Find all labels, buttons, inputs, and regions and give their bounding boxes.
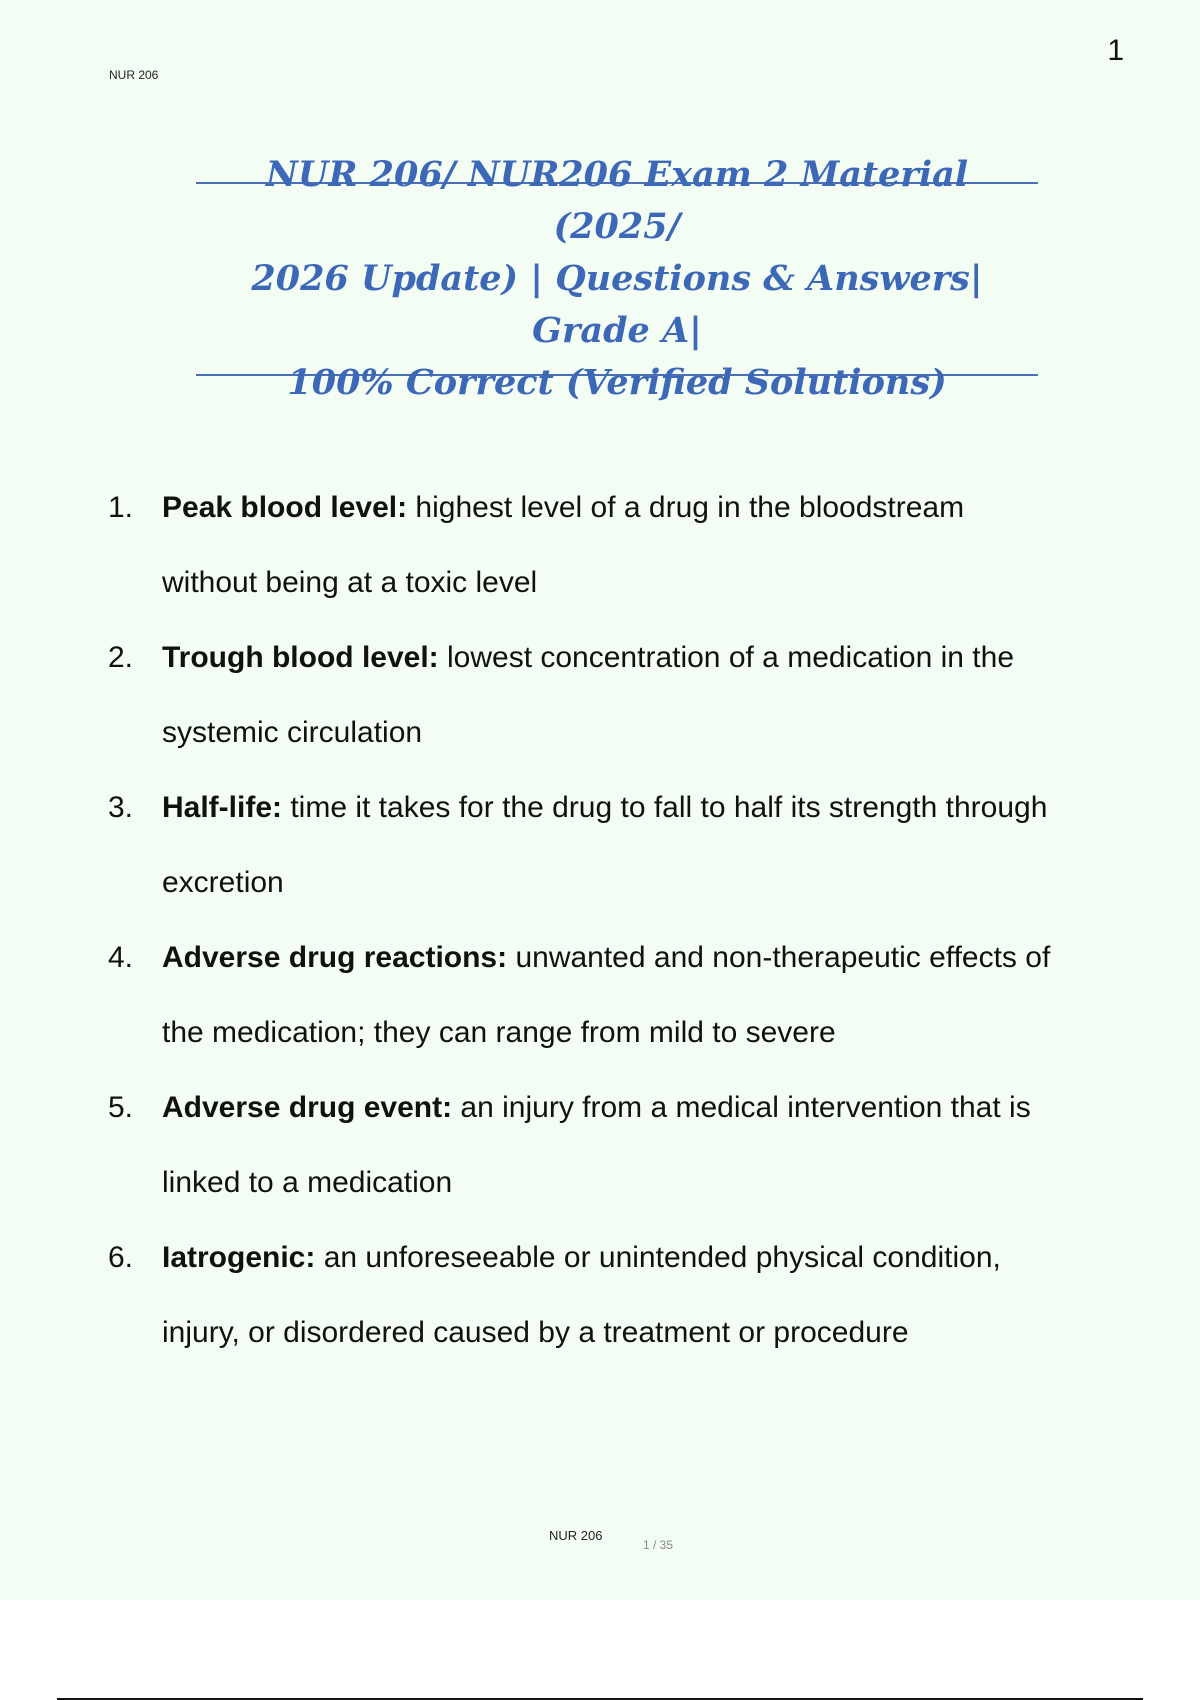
item-term: Iatrogenic:: [162, 1241, 316, 1274]
header-course-label: NUR 206: [109, 68, 159, 82]
title-line-3: 100% Correct (Verified Solutions): [287, 362, 947, 403]
page-indicator: 1 / 35: [643, 1538, 674, 1552]
title-block: [196, 154, 1038, 403]
item-term: Half-life:: [162, 791, 282, 824]
title-line-1: NUR 206/ NUR206 Exam 2 Material (2025/: [265, 154, 969, 247]
item-definition-line-1: highest level of a drug in the bloodstream: [407, 491, 965, 524]
item-term: Peak blood level:: [162, 491, 408, 524]
item-definition-line-2: excretion: [162, 866, 284, 899]
item-definition-line-2: injury, or disordered caused by a treatment or procedure: [162, 1316, 909, 1349]
list-item: [108, 770, 1128, 920]
item-definition-line-2: the medication; they can range from mild to severe: [162, 1016, 836, 1049]
list-item: [108, 1220, 1128, 1370]
item-number: 2.: [108, 641, 134, 674]
item-definition-line-1: an unforeseeable or unintended physical condition,: [315, 1241, 1001, 1274]
item-definition-line-2: systemic circulation: [162, 716, 423, 749]
list-item: [108, 620, 1128, 770]
item-definition-line-2: without being at a toxic level: [162, 566, 538, 599]
list-item: [108, 470, 1128, 620]
list-item: [108, 920, 1128, 1070]
item-number: 3.: [108, 791, 134, 824]
list-item: [108, 1070, 1128, 1220]
definition-list: [108, 470, 1128, 1370]
item-definition-line-1: an injury from a medical intervention that is: [452, 1091, 1031, 1124]
document-title: [196, 149, 1038, 409]
item-definition-line-1: lowest concentration of a medication in the: [438, 641, 1015, 674]
item-definition-line-2: linked to a medication: [162, 1166, 453, 1199]
item-number: 5.: [108, 1091, 134, 1124]
footer-course-label: NUR 206: [549, 1528, 603, 1543]
page-number: 1: [1107, 34, 1124, 67]
title-line-2: 2026 Update) | Questions & Answers| Grade A|: [251, 258, 983, 351]
item-term: Adverse drug event:: [162, 1091, 453, 1124]
item-number: 6.: [108, 1241, 134, 1274]
item-definition-line-1: time it takes for the drug to fall to half its strength through: [282, 791, 1048, 824]
item-definition-line-1: unwanted and non-therapeutic effects of: [507, 941, 1051, 974]
item-number: 1.: [108, 491, 134, 524]
item-term: Adverse drug reactions:: [162, 941, 508, 974]
item-term: Trough blood level:: [162, 641, 439, 674]
item-number: 4.: [108, 941, 134, 974]
